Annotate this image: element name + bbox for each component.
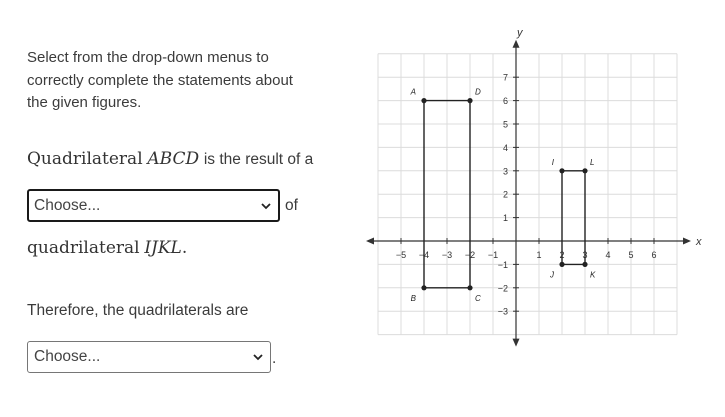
vertex-k-point: [582, 262, 587, 267]
x-tick-label: 4: [605, 250, 611, 260]
x-tick-label: 2: [559, 250, 565, 260]
x-axis-label: x: [696, 236, 702, 248]
y-tick-label: 7: [502, 72, 508, 83]
vertex-c-point: [467, 285, 472, 290]
y-tick-label: 4: [502, 142, 508, 153]
graph-grid: [378, 54, 677, 335]
statement-1-suffix: is the result of a: [203, 151, 314, 168]
x-axis-arrow-right: [683, 238, 691, 245]
continuation-period: .: [181, 238, 188, 258]
x-tick-label: −2: [464, 250, 476, 260]
y-tick-label: −3: [497, 306, 508, 317]
statement-2-period: .: [272, 350, 277, 367]
vertex-l-point: [582, 168, 587, 173]
y-axis-arrow-down: [513, 339, 520, 347]
statement-1-of: of: [285, 197, 298, 214]
y-tick-label: 1: [502, 213, 508, 224]
vertex-a-label: A: [410, 87, 416, 97]
vertex-d-point: [467, 98, 472, 103]
continuation-word: quadrilateral: [27, 238, 140, 258]
x-tick-label: −3: [441, 250, 453, 260]
y-axis-label: y: [517, 26, 523, 39]
relationship-dropdown-value: Choose...: [34, 348, 101, 365]
graph-axes: [366, 27, 702, 347]
vertex-b-point: [421, 285, 426, 290]
vertex-d-label: D: [475, 87, 481, 97]
instructions-line-1: Select from the drop-down menus to: [27, 49, 269, 66]
statement-1-prefix: Quadrilateral: [27, 149, 143, 169]
figure-abcd-name: ABCD: [147, 149, 200, 169]
statement-2-text: Therefore, the quadrilaterals are: [27, 302, 249, 319]
x-tick-label: 5: [628, 250, 634, 260]
y-tick-label: −2: [497, 283, 508, 294]
vertex-i-point: [559, 168, 564, 173]
y-tick-label: 6: [502, 96, 508, 107]
x-tick-label: −4: [418, 250, 430, 260]
x-tick-label: 6: [651, 250, 657, 260]
vertex-c-label: C: [475, 293, 481, 303]
y-tick-label: −1: [497, 259, 508, 270]
x-tick-label: 3: [582, 250, 588, 260]
vertex-l-label: L: [590, 157, 595, 167]
y-tick-label: 3: [502, 166, 508, 177]
y-tick-label: 5: [502, 119, 508, 130]
y-tick-label: 2: [502, 189, 508, 200]
vertex-b-label: B: [410, 293, 416, 303]
x-axis-arrow-left: [366, 238, 374, 245]
vertex-i-label: I: [551, 157, 554, 167]
x-tick-label: −5: [395, 250, 407, 260]
transformation-dropdown-value: Choose...: [34, 196, 101, 214]
vertex-j-point: [559, 262, 564, 267]
graph-ticks: [396, 73, 657, 317]
vertex-j-label: J: [550, 270, 554, 280]
y-axis-arrow-up: [513, 40, 520, 48]
x-tick-label: −1: [487, 250, 499, 260]
figure-ijkl-name: IJKL: [144, 238, 182, 258]
x-tick-label: 1: [536, 250, 542, 260]
vertex-a-point: [421, 98, 426, 103]
vertex-k-label: K: [590, 270, 596, 280]
instructions-line-2: correctly complete the statements about: [27, 71, 293, 89]
instructions-line-3: the given figures.: [27, 94, 142, 111]
